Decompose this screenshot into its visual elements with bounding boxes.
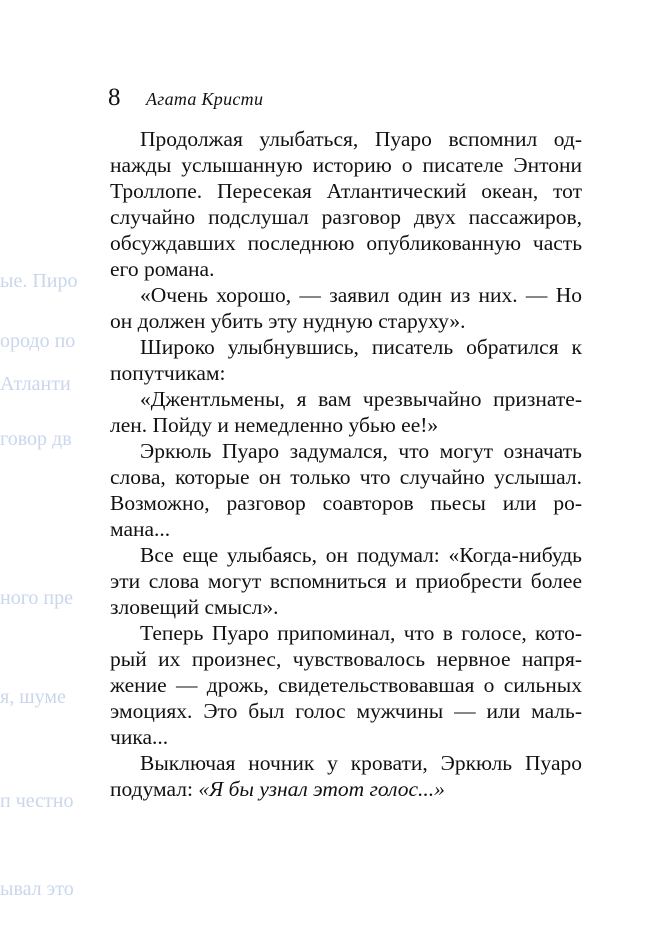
text-line: его романа. [110, 257, 215, 281]
text-line: чика... [110, 725, 169, 749]
page-number: 8 [108, 84, 121, 111]
text-line: он должен убить эту нудную старуху». [110, 309, 466, 333]
text-line: случайно подслушал разговор двух пассажиров, [110, 205, 582, 229]
text-line: «Джентльмены, я вам чрезвычайно признате- [140, 387, 582, 411]
text-line: Возможно, разговор соавторов пьесы или ро- [110, 491, 582, 515]
body-text [110, 126, 582, 802]
text-line: Выключая ночник у кровати, Эркюль Пуаро [140, 751, 582, 775]
text-line-plain: подумал: [110, 777, 199, 801]
text-line: лен. Пойду и немедленно убью ее!» [110, 413, 439, 437]
running-header: Агата Кристи [146, 89, 264, 109]
text-line: Продолжая улыбаться, Пуаро вспомнил од- [140, 127, 582, 151]
text-line-italic-quote: «Я бы узнал этот голос...» [198, 777, 445, 801]
text-line: рый их произнес, чувствовалось нервное напря- [110, 647, 582, 671]
text-line: жение — дрожь, свидетельствовавшая о сильных [110, 673, 582, 697]
text-line: мана... [110, 517, 171, 541]
text-line: зловещий смысл». [110, 595, 279, 619]
text-line: Все еще улыбаясь, он подумал: «Когда-нибудь [140, 543, 582, 567]
text-line: Широко улыбнувшись, писатель обратился к [140, 335, 582, 359]
text-line: нажды услышанную историю о писателе Энтони [110, 153, 582, 177]
text-line: попутчикам: [110, 361, 226, 385]
text-line: эмоциях. Это был голос мужчины — или маль- [110, 699, 582, 723]
text-line: эти слова могут вспомниться и приобрести более [110, 569, 582, 593]
text-line [110, 776, 582, 802]
text-line: Теперь Пуаро припоминал, что в голосе, кото- [140, 621, 582, 645]
text-line: слова, которые он только что случайно услышал. [110, 465, 582, 489]
text-line: Троллопе. Пересекая Атлантический океан, тот [110, 179, 582, 203]
text-line: «Очень хорошо, — заявил один из них. — Но [140, 283, 582, 307]
text-line: обсуждавших последнюю опубликованную часть [110, 231, 582, 255]
text-line: Эркюль Пуаро задумался, что могут означать [140, 439, 582, 463]
